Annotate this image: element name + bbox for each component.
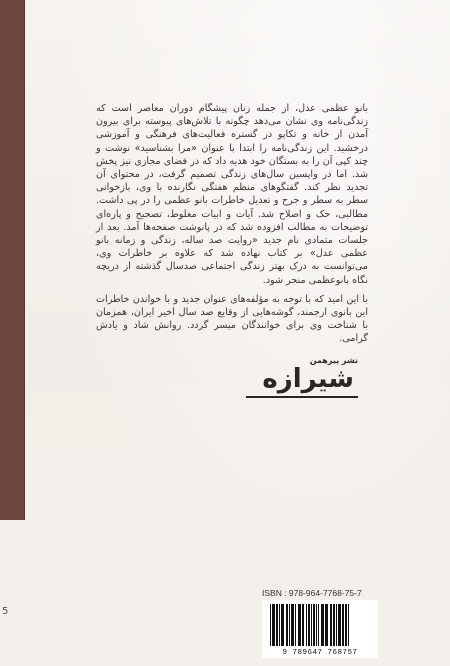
barcode-bar <box>272 604 275 646</box>
barcode-bar <box>295 604 296 646</box>
publisher-prefix: نشر پیرهمن <box>309 356 358 365</box>
barcode-bar <box>279 604 280 646</box>
barcode-bar <box>321 604 324 646</box>
barcode-bar <box>333 604 335 646</box>
barcode-bar <box>286 604 288 646</box>
barcode-bar <box>306 604 307 646</box>
barcode-bar <box>318 604 319 646</box>
publisher-logo <box>246 356 358 402</box>
barcode-bar <box>345 604 347 646</box>
barcode-bar <box>313 604 315 646</box>
barcode-bar <box>308 604 310 646</box>
barcode-bar <box>281 604 284 646</box>
barcode-bar <box>276 604 278 646</box>
barcode-bar <box>289 604 290 646</box>
barcode-bar <box>298 604 301 646</box>
barcode-bar <box>291 604 294 646</box>
blurb-paragraph-2: با این امید که با توجه به مؤلفه‌های عنوان جدید و با خواندن خاطرات این بانوی ارجمند، گوشه‌هایی از وقایع صد سال اخیر ایران، همزمان با شناخت وی برای خوانندگان میسر گردد. روانش شاد و یادش گرامی. <box>96 293 368 345</box>
barcode-bar <box>336 604 337 646</box>
barcode-bar <box>338 604 341 646</box>
barcode-bar <box>325 604 328 646</box>
barcode-bar <box>270 604 271 646</box>
blurb-paragraph-1: بانو عظمی عدل، از جمله زنان پیشگام دوران معاصر است که زندگی‌نامه وی نشان می‌دهد چگونه با تلاش‌های پیوسته برای بیرون آمدن از خانه و تکاپو در گستره فعالیت‌های فرهنگی و آموزشی درخشید. این زندگی‌نامه را ابتدا با عنوان «مرا بشناسید» نوشت و چند کپی آن را به بستگان خود هدیه داد که در فضای مجازی نیز پخش شد. اما در واپسین سال‌های زندگی تصمیم گرفت، در محتوای آن تجدید نظر کند. گفتگوهای منظم هفتگی نگارنده با وی، بازخوانی سطر به سطر و جرح و تعدیل خاطرات بانو عظمی را در پی داشت. مطالبی، حک و اصلاح شد. آیات و ابیات مغلوط، تصحیح و پاره‌ای توضیحات به مطالب افزوده شد که در پانوشت صفحه‌ها آمد. بعد از جلسات متمادی نام جدید «روایت صد ساله، زندگی و زمانه بانو عظمی عدل» بر کتاب نهاده شد که علاوه بر خاطرات وی، می‌توانست به درک بهتر زندگی اجتماعی صدسال گذشته از دریچه نگاه بانوعظمی منجر شود. <box>96 103 368 286</box>
barcode-bar <box>316 604 317 646</box>
barcode-bar <box>342 604 344 646</box>
barcode-bar <box>348 604 349 646</box>
publisher-name: شیرازه <box>262 364 354 394</box>
barcode-bar <box>330 604 332 646</box>
logo-underline <box>246 396 358 398</box>
back-cover-blurb <box>96 102 368 352</box>
barcode-bar <box>302 604 304 646</box>
isbn-label: ISBN : 978-964-7768-75-7 <box>262 588 362 598</box>
barcode-digits: 9 789647 768757 <box>282 649 358 657</box>
cover-spine-band <box>0 0 25 520</box>
barcode-bar <box>311 604 312 646</box>
isbn-barcode <box>262 600 378 658</box>
barcode-bars <box>268 604 372 646</box>
edge-mark: 5 <box>2 606 9 617</box>
